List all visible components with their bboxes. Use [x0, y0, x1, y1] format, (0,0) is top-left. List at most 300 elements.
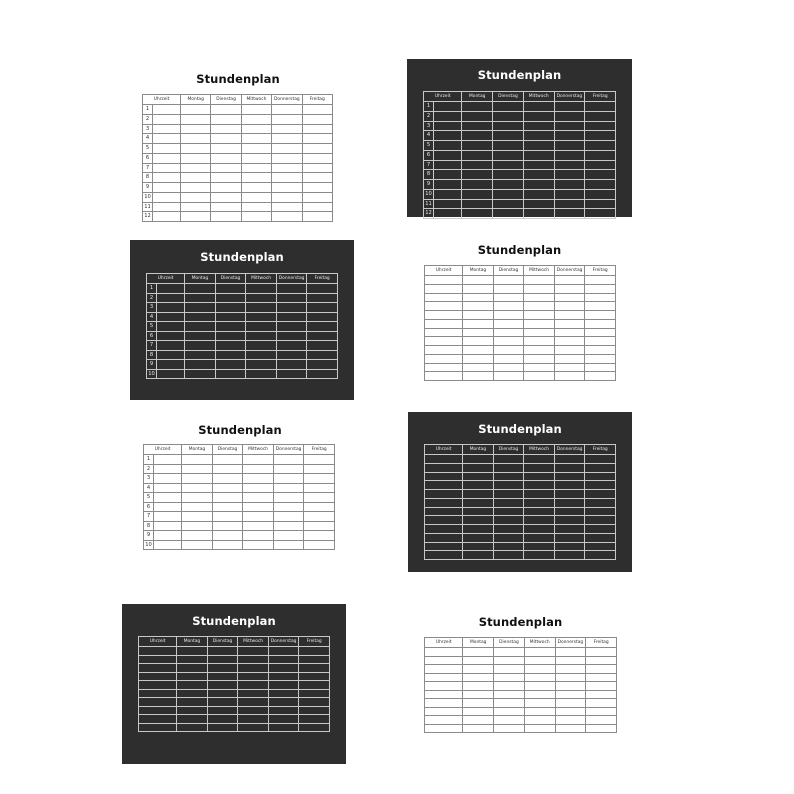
schedule-cell[interactable]	[586, 707, 617, 716]
schedule-cell[interactable]	[524, 542, 555, 551]
lesson-time-cell[interactable]	[425, 319, 463, 328]
schedule-cell[interactable]	[215, 341, 246, 351]
schedule-cell[interactable]	[243, 521, 274, 531]
schedule-cell[interactable]	[243, 483, 274, 493]
schedule-cell[interactable]	[585, 525, 616, 534]
schedule-cell[interactable]	[212, 502, 243, 512]
schedule-cell[interactable]	[276, 369, 307, 379]
lesson-time-cell[interactable]	[425, 276, 463, 285]
schedule-cell[interactable]	[273, 474, 304, 484]
schedule-cell[interactable]	[181, 192, 211, 202]
schedule-cell[interactable]	[462, 111, 493, 121]
schedule-cell[interactable]	[585, 311, 616, 320]
lesson-time-cell[interactable]	[425, 648, 463, 657]
schedule-cell[interactable]	[215, 369, 246, 379]
schedule-cell[interactable]	[185, 350, 216, 360]
schedule-cell[interactable]	[585, 160, 616, 170]
schedule-cell[interactable]	[524, 311, 555, 320]
schedule-cell[interactable]	[463, 699, 494, 708]
schedule-cell[interactable]	[493, 363, 524, 372]
lesson-time-cell[interactable]	[425, 665, 463, 674]
schedule-cell[interactable]	[268, 664, 299, 673]
schedule-cell[interactable]	[494, 665, 525, 674]
lesson-time-cell[interactable]	[425, 498, 463, 507]
lesson-time-cell[interactable]	[147, 284, 185, 294]
schedule-cell[interactable]	[493, 533, 524, 542]
schedule-cell[interactable]	[554, 354, 585, 363]
schedule-cell[interactable]	[554, 293, 585, 302]
schedule-cell[interactable]	[585, 209, 616, 219]
schedule-cell[interactable]	[463, 490, 494, 499]
schedule-cell[interactable]	[493, 302, 524, 311]
lesson-time-cell[interactable]	[143, 124, 181, 134]
schedule-cell[interactable]	[493, 319, 524, 328]
schedule-cell[interactable]	[243, 493, 274, 503]
schedule-cell[interactable]	[238, 664, 269, 673]
timetable-card-white-12-numbered[interactable]	[128, 66, 348, 220]
schedule-cell[interactable]	[463, 665, 494, 674]
schedule-cell[interactable]	[586, 648, 617, 657]
schedule-cell[interactable]	[493, 498, 524, 507]
lesson-time-cell[interactable]	[139, 664, 177, 673]
lesson-time-cell[interactable]	[144, 474, 182, 484]
schedule-cell[interactable]	[307, 360, 338, 370]
lesson-time-cell[interactable]	[424, 170, 462, 180]
schedule-cell[interactable]	[493, 542, 524, 551]
schedule-cell[interactable]	[211, 202, 241, 212]
schedule-cell[interactable]	[185, 284, 216, 294]
lesson-time-cell[interactable]	[425, 328, 463, 337]
lesson-time-cell[interactable]	[425, 363, 463, 372]
schedule-cell[interactable]	[212, 474, 243, 484]
schedule-cell[interactable]	[463, 346, 494, 355]
schedule-cell[interactable]	[585, 551, 616, 560]
lesson-time-cell[interactable]	[144, 531, 182, 541]
schedule-cell[interactable]	[524, 551, 555, 560]
lesson-time-cell[interactable]	[144, 502, 182, 512]
schedule-cell[interactable]	[207, 715, 238, 724]
schedule-cell[interactable]	[238, 723, 269, 732]
lesson-time-cell[interactable]	[425, 490, 463, 499]
schedule-cell[interactable]	[182, 502, 213, 512]
schedule-cell[interactable]	[304, 455, 335, 465]
schedule-cell[interactable]	[585, 284, 616, 293]
schedule-cell[interactable]	[463, 481, 494, 490]
schedule-cell[interactable]	[299, 723, 330, 732]
schedule-cell[interactable]	[307, 341, 338, 351]
schedule-cell[interactable]	[493, 490, 524, 499]
schedule-cell[interactable]	[177, 664, 208, 673]
lesson-time-cell[interactable]	[143, 183, 181, 193]
schedule-cell[interactable]	[185, 360, 216, 370]
schedule-cell[interactable]	[462, 209, 493, 219]
schedule-cell[interactable]	[304, 540, 335, 550]
schedule-cell[interactable]	[585, 170, 616, 180]
schedule-cell[interactable]	[276, 341, 307, 351]
schedule-cell[interactable]	[555, 682, 586, 691]
schedule-cell[interactable]	[523, 160, 554, 170]
schedule-cell[interactable]	[207, 723, 238, 732]
schedule-cell[interactable]	[494, 656, 525, 665]
schedule-cell[interactable]	[243, 455, 274, 465]
schedule-cell[interactable]	[586, 699, 617, 708]
schedule-cell[interactable]	[524, 682, 555, 691]
lesson-time-cell[interactable]	[143, 202, 181, 212]
schedule-cell[interactable]	[268, 647, 299, 656]
schedule-cell[interactable]	[493, 507, 524, 516]
schedule-cell[interactable]	[463, 525, 494, 534]
schedule-cell[interactable]	[523, 180, 554, 190]
schedule-cell[interactable]	[524, 690, 555, 699]
schedule-cell[interactable]	[523, 189, 554, 199]
schedule-cell[interactable]	[462, 102, 493, 112]
schedule-cell[interactable]	[494, 648, 525, 657]
schedule-cell[interactable]	[243, 474, 274, 484]
schedule-cell[interactable]	[462, 160, 493, 170]
lesson-time-cell[interactable]	[147, 369, 185, 379]
schedule-cell[interactable]	[238, 655, 269, 664]
schedule-cell[interactable]	[211, 105, 241, 115]
schedule-cell[interactable]	[554, 111, 585, 121]
lesson-time-cell[interactable]	[147, 322, 185, 332]
schedule-cell[interactable]	[494, 673, 525, 682]
schedule-cell[interactable]	[177, 672, 208, 681]
schedule-cell[interactable]	[585, 131, 616, 141]
schedule-cell[interactable]	[554, 481, 585, 490]
schedule-cell[interactable]	[554, 328, 585, 337]
schedule-cell[interactable]	[215, 312, 246, 322]
lesson-time-cell[interactable]	[425, 542, 463, 551]
schedule-cell[interactable]	[302, 124, 332, 134]
schedule-cell[interactable]	[493, 481, 524, 490]
lesson-time-cell[interactable]	[424, 131, 462, 141]
schedule-cell[interactable]	[207, 647, 238, 656]
schedule-cell[interactable]	[524, 302, 555, 311]
schedule-cell[interactable]	[585, 102, 616, 112]
schedule-cell[interactable]	[182, 531, 213, 541]
lesson-time-cell[interactable]	[143, 114, 181, 124]
schedule-cell[interactable]	[268, 723, 299, 732]
schedule-cell[interactable]	[268, 706, 299, 715]
schedule-cell[interactable]	[554, 490, 585, 499]
schedule-cell[interactable]	[524, 472, 555, 481]
schedule-cell[interactable]	[462, 150, 493, 160]
lesson-time-cell[interactable]	[425, 656, 463, 665]
schedule-cell[interactable]	[177, 698, 208, 707]
schedule-cell[interactable]	[238, 647, 269, 656]
schedule-cell[interactable]	[302, 183, 332, 193]
schedule-cell[interactable]	[463, 507, 494, 516]
lesson-time-cell[interactable]	[425, 472, 463, 481]
lesson-time-cell[interactable]	[139, 723, 177, 732]
schedule-cell[interactable]	[212, 455, 243, 465]
schedule-cell[interactable]	[272, 202, 302, 212]
schedule-cell[interactable]	[554, 472, 585, 481]
lesson-time-cell[interactable]	[425, 311, 463, 320]
lesson-time-cell[interactable]	[143, 192, 181, 202]
lesson-time-cell[interactable]	[425, 507, 463, 516]
schedule-cell[interactable]	[585, 463, 616, 472]
schedule-cell[interactable]	[524, 724, 555, 733]
schedule-cell[interactable]	[463, 724, 494, 733]
schedule-cell[interactable]	[272, 173, 302, 183]
lesson-time-cell[interactable]	[139, 681, 177, 690]
schedule-cell[interactable]	[493, 328, 524, 337]
schedule-cell[interactable]	[463, 682, 494, 691]
schedule-cell[interactable]	[307, 284, 338, 294]
schedule-cell[interactable]	[181, 163, 211, 173]
schedule-cell[interactable]	[554, 160, 585, 170]
lesson-time-cell[interactable]	[425, 337, 463, 346]
lesson-time-cell[interactable]	[424, 189, 462, 199]
schedule-cell[interactable]	[554, 180, 585, 190]
schedule-cell[interactable]	[493, 516, 524, 525]
lesson-time-cell[interactable]	[425, 724, 463, 733]
schedule-cell[interactable]	[524, 707, 555, 716]
timetable-card-white-10-blank[interactable]	[408, 612, 633, 742]
schedule-cell[interactable]	[493, 311, 524, 320]
schedule-cell[interactable]	[555, 665, 586, 674]
schedule-cell[interactable]	[182, 474, 213, 484]
schedule-cell[interactable]	[493, 284, 524, 293]
schedule-cell[interactable]	[299, 655, 330, 664]
schedule-cell[interactable]	[307, 322, 338, 332]
schedule-cell[interactable]	[524, 372, 555, 381]
schedule-cell[interactable]	[463, 276, 494, 285]
schedule-cell[interactable]	[524, 463, 555, 472]
schedule-cell[interactable]	[211, 144, 241, 154]
schedule-cell[interactable]	[273, 502, 304, 512]
schedule-cell[interactable]	[493, 455, 524, 464]
schedule-cell[interactable]	[212, 464, 243, 474]
lesson-time-cell[interactable]	[144, 483, 182, 493]
schedule-cell[interactable]	[241, 124, 271, 134]
lesson-time-cell[interactable]	[139, 698, 177, 707]
schedule-cell[interactable]	[181, 212, 211, 222]
schedule-cell[interactable]	[524, 516, 555, 525]
schedule-cell[interactable]	[273, 483, 304, 493]
schedule-cell[interactable]	[211, 153, 241, 163]
schedule-cell[interactable]	[177, 723, 208, 732]
schedule-cell[interactable]	[212, 493, 243, 503]
schedule-cell[interactable]	[241, 183, 271, 193]
lesson-time-cell[interactable]	[144, 464, 182, 474]
lesson-time-cell[interactable]	[143, 144, 181, 154]
lesson-time-cell[interactable]	[425, 682, 463, 691]
lesson-time-cell[interactable]	[144, 540, 182, 550]
schedule-cell[interactable]	[554, 337, 585, 346]
schedule-cell[interactable]	[268, 681, 299, 690]
schedule-cell[interactable]	[463, 455, 494, 464]
lesson-time-cell[interactable]	[425, 707, 463, 716]
lesson-time-cell[interactable]	[425, 525, 463, 534]
lesson-time-cell[interactable]	[143, 153, 181, 163]
schedule-cell[interactable]	[241, 173, 271, 183]
schedule-cell[interactable]	[585, 516, 616, 525]
schedule-cell[interactable]	[523, 209, 554, 219]
schedule-cell[interactable]	[272, 153, 302, 163]
lesson-time-cell[interactable]	[139, 715, 177, 724]
schedule-cell[interactable]	[463, 533, 494, 542]
schedule-cell[interactable]	[585, 363, 616, 372]
schedule-cell[interactable]	[494, 724, 525, 733]
schedule-cell[interactable]	[211, 114, 241, 124]
schedule-cell[interactable]	[272, 144, 302, 154]
schedule-cell[interactable]	[302, 192, 332, 202]
schedule-cell[interactable]	[554, 121, 585, 131]
schedule-cell[interactable]	[241, 144, 271, 154]
schedule-cell[interactable]	[524, 284, 555, 293]
schedule-cell[interactable]	[524, 699, 555, 708]
schedule-cell[interactable]	[207, 706, 238, 715]
schedule-cell[interactable]	[554, 533, 585, 542]
lesson-time-cell[interactable]	[144, 455, 182, 465]
schedule-cell[interactable]	[493, 346, 524, 355]
schedule-cell[interactable]	[554, 525, 585, 534]
schedule-cell[interactable]	[307, 312, 338, 322]
schedule-cell[interactable]	[555, 656, 586, 665]
lesson-time-cell[interactable]	[147, 341, 185, 351]
schedule-cell[interactable]	[554, 507, 585, 516]
schedule-cell[interactable]	[211, 183, 241, 193]
schedule-cell[interactable]	[299, 664, 330, 673]
schedule-cell[interactable]	[524, 293, 555, 302]
schedule-cell[interactable]	[246, 303, 277, 313]
schedule-cell[interactable]	[554, 284, 585, 293]
schedule-cell[interactable]	[246, 350, 277, 360]
schedule-cell[interactable]	[463, 372, 494, 381]
lesson-time-cell[interactable]	[424, 180, 462, 190]
schedule-cell[interactable]	[524, 354, 555, 363]
schedule-cell[interactable]	[276, 293, 307, 303]
schedule-cell[interactable]	[307, 350, 338, 360]
schedule-cell[interactable]	[493, 354, 524, 363]
schedule-cell[interactable]	[554, 463, 585, 472]
schedule-cell[interactable]	[207, 672, 238, 681]
schedule-cell[interactable]	[238, 715, 269, 724]
schedule-cell[interactable]	[307, 331, 338, 341]
schedule-cell[interactable]	[554, 551, 585, 560]
timetable-card-white-10-numbered[interactable]	[128, 418, 352, 548]
schedule-cell[interactable]	[585, 111, 616, 121]
schedule-cell[interactable]	[273, 521, 304, 531]
schedule-cell[interactable]	[463, 463, 494, 472]
lesson-time-cell[interactable]	[144, 512, 182, 522]
schedule-cell[interactable]	[494, 707, 525, 716]
schedule-cell[interactable]	[585, 455, 616, 464]
schedule-cell[interactable]	[215, 322, 246, 332]
schedule-cell[interactable]	[493, 131, 524, 141]
schedule-cell[interactable]	[268, 655, 299, 664]
timetable-card-chalk-12-numbered[interactable]	[407, 59, 632, 217]
schedule-cell[interactable]	[273, 455, 304, 465]
schedule-cell[interactable]	[185, 293, 216, 303]
schedule-cell[interactable]	[272, 212, 302, 222]
schedule-cell[interactable]	[304, 493, 335, 503]
schedule-cell[interactable]	[493, 102, 524, 112]
schedule-cell[interactable]	[524, 481, 555, 490]
schedule-cell[interactable]	[181, 173, 211, 183]
schedule-cell[interactable]	[523, 111, 554, 121]
schedule-cell[interactable]	[182, 540, 213, 550]
schedule-cell[interactable]	[463, 542, 494, 551]
schedule-cell[interactable]	[182, 493, 213, 503]
schedule-cell[interactable]	[302, 202, 332, 212]
schedule-cell[interactable]	[463, 284, 494, 293]
schedule-cell[interactable]	[243, 540, 274, 550]
schedule-cell[interactable]	[211, 134, 241, 144]
schedule-cell[interactable]	[243, 531, 274, 541]
lesson-time-cell[interactable]	[139, 672, 177, 681]
schedule-cell[interactable]	[523, 199, 554, 209]
schedule-cell[interactable]	[215, 331, 246, 341]
schedule-cell[interactable]	[554, 102, 585, 112]
schedule-cell[interactable]	[272, 124, 302, 134]
schedule-cell[interactable]	[462, 189, 493, 199]
schedule-cell[interactable]	[493, 111, 524, 121]
lesson-time-cell[interactable]	[425, 284, 463, 293]
schedule-cell[interactable]	[272, 183, 302, 193]
lesson-time-cell[interactable]	[425, 455, 463, 464]
schedule-cell[interactable]	[524, 363, 555, 372]
schedule-cell[interactable]	[238, 706, 269, 715]
schedule-cell[interactable]	[585, 319, 616, 328]
schedule-cell[interactable]	[177, 689, 208, 698]
schedule-cell[interactable]	[246, 293, 277, 303]
schedule-cell[interactable]	[299, 715, 330, 724]
schedule-cell[interactable]	[554, 302, 585, 311]
lesson-time-cell[interactable]	[147, 360, 185, 370]
schedule-cell[interactable]	[243, 512, 274, 522]
schedule-cell[interactable]	[494, 716, 525, 725]
lesson-time-cell[interactable]	[147, 350, 185, 360]
schedule-cell[interactable]	[524, 533, 555, 542]
schedule-cell[interactable]	[554, 150, 585, 160]
schedule-cell[interactable]	[304, 521, 335, 531]
schedule-cell[interactable]	[555, 648, 586, 657]
schedule-cell[interactable]	[185, 331, 216, 341]
schedule-cell[interactable]	[241, 163, 271, 173]
schedule-cell[interactable]	[462, 199, 493, 209]
schedule-cell[interactable]	[493, 551, 524, 560]
schedule-cell[interactable]	[215, 350, 246, 360]
schedule-cell[interactable]	[554, 276, 585, 285]
schedule-cell[interactable]	[241, 202, 271, 212]
schedule-cell[interactable]	[211, 192, 241, 202]
schedule-cell[interactable]	[523, 131, 554, 141]
schedule-cell[interactable]	[524, 656, 555, 665]
schedule-cell[interactable]	[243, 502, 274, 512]
schedule-cell[interactable]	[276, 312, 307, 322]
schedule-cell[interactable]	[523, 170, 554, 180]
lesson-time-cell[interactable]	[143, 134, 181, 144]
schedule-cell[interactable]	[493, 463, 524, 472]
schedule-cell[interactable]	[182, 521, 213, 531]
schedule-cell[interactable]	[585, 150, 616, 160]
schedule-cell[interactable]	[181, 183, 211, 193]
schedule-cell[interactable]	[238, 681, 269, 690]
lesson-time-cell[interactable]	[143, 212, 181, 222]
schedule-cell[interactable]	[246, 331, 277, 341]
lesson-time-cell[interactable]	[139, 647, 177, 656]
schedule-cell[interactable]	[585, 276, 616, 285]
schedule-cell[interactable]	[585, 354, 616, 363]
schedule-cell[interactable]	[302, 153, 332, 163]
schedule-cell[interactable]	[463, 354, 494, 363]
schedule-cell[interactable]	[307, 303, 338, 313]
schedule-cell[interactable]	[463, 302, 494, 311]
schedule-cell[interactable]	[177, 715, 208, 724]
